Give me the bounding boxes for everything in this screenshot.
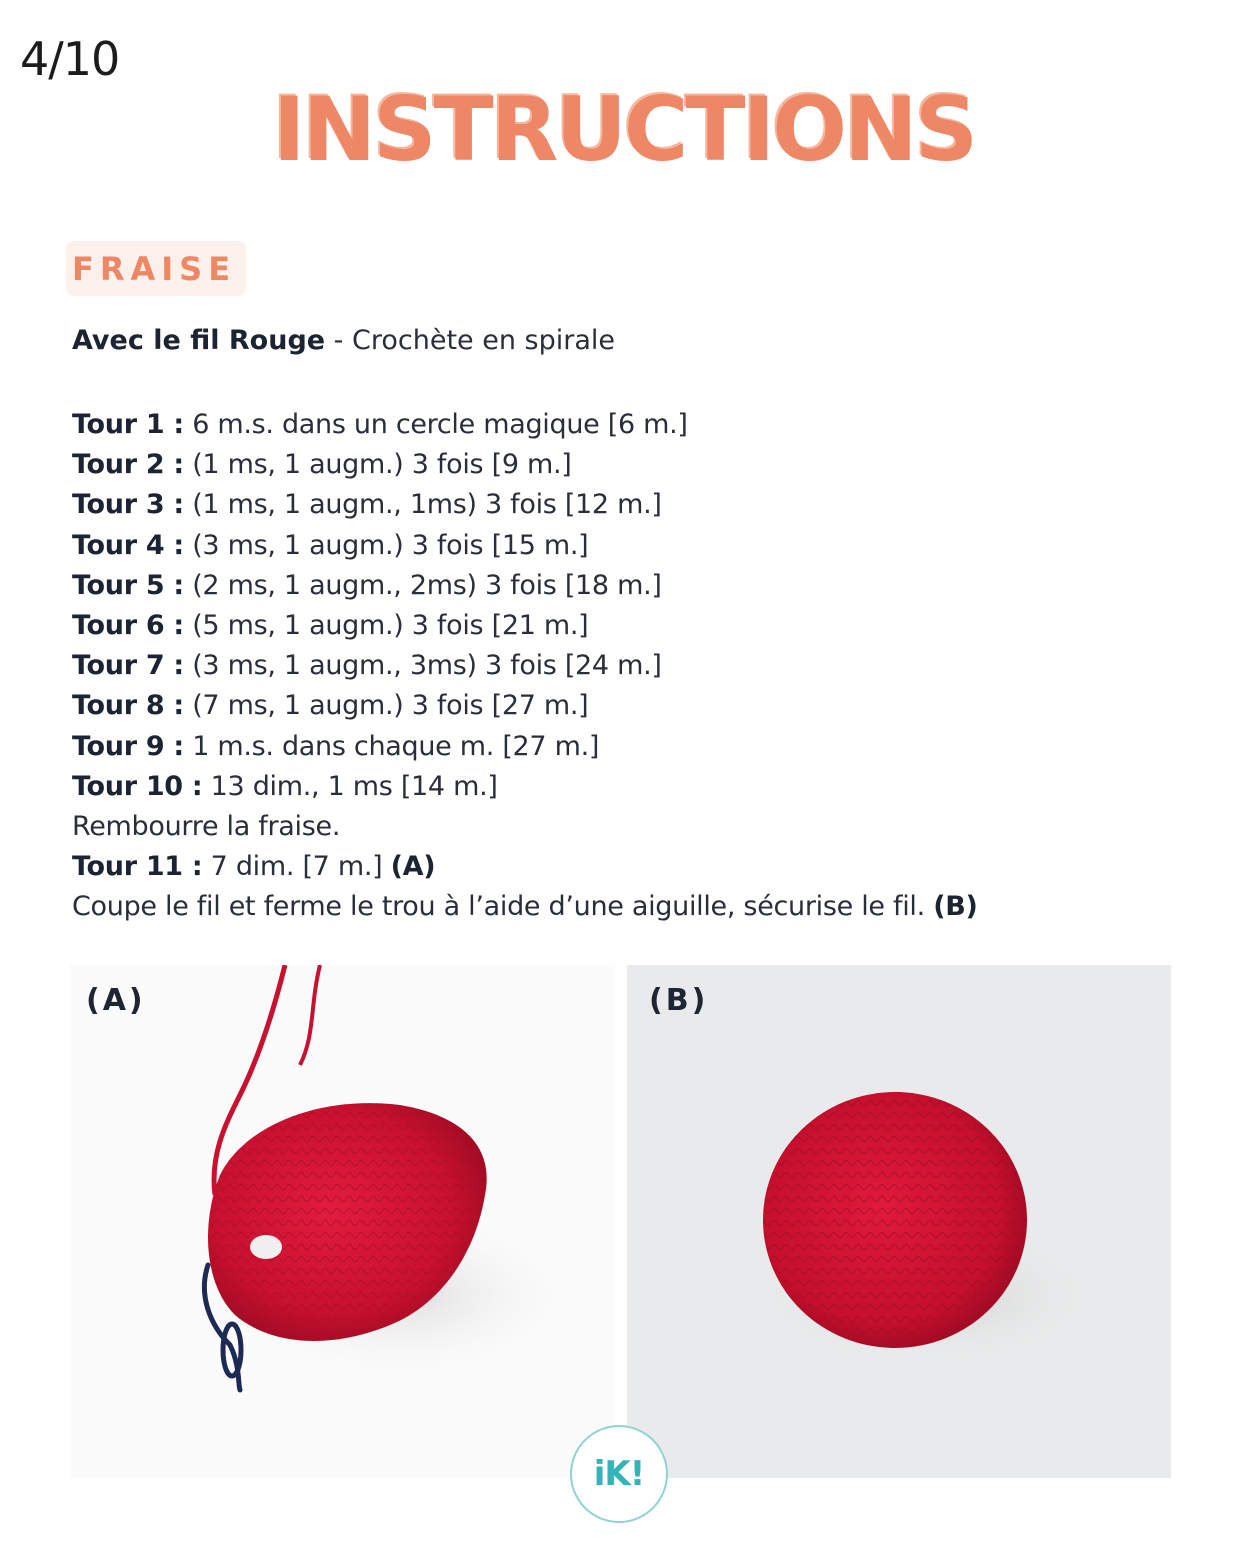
instruction-row: [72, 405, 1192, 445]
row-ref: (A): [390, 851, 436, 883]
row-text: (5 ms, 1 augm.) 3 fois [21 m.]: [183, 609, 589, 641]
row-ref: (B): [933, 891, 978, 923]
instruction-row: [72, 767, 1192, 807]
instruction-row: [72, 807, 1192, 847]
row-text: (2 ms, 1 augm., 2ms) 3 fois [18 m.]: [183, 569, 662, 601]
photo-label-a: (A): [86, 983, 146, 1018]
intro-yarn: Avec le fil Rouge: [72, 325, 326, 356]
page-title-text: INSTRUCTIONS: [272, 78, 976, 181]
row-label: Tour 1 :: [72, 409, 184, 440]
photo-step-b: [627, 965, 1171, 1478]
photo-step-a: [70, 965, 615, 1478]
instruction-rows: [72, 405, 1192, 927]
instruction-row: [72, 727, 1192, 767]
row-text: Rembourre la fraise.: [72, 810, 341, 842]
instruction-row: [72, 566, 1192, 606]
instruction-row: [72, 606, 1192, 646]
row-text: (3 ms, 1 augm.) 3 fois [15 m.]: [183, 529, 589, 561]
row-label: Tour 8 :: [72, 690, 184, 722]
brand-logo: [570, 1425, 668, 1523]
row-text: (3 ms, 1 augm., 3ms) 3 fois [24 m.]: [183, 650, 662, 682]
row-label: Tour 7 :: [72, 650, 184, 682]
instruction-row: [72, 485, 1192, 525]
section-badge: [66, 241, 246, 296]
row-label: Tour 9 :: [72, 730, 184, 762]
instruction-row: [72, 526, 1192, 566]
row-label: Tour 10 :: [72, 770, 203, 802]
instruction-row: [72, 646, 1192, 686]
brand-logo-text: iK!: [593, 1454, 645, 1494]
row-text: (1 ms, 1 augm., 1ms) 3 fois [12 m.]: [183, 489, 662, 521]
row-text: (7 ms, 1 augm.) 3 fois [27 m.]: [183, 690, 589, 722]
page-title: [0, 78, 1242, 181]
row-text: 13 dim., 1 ms [14 m.]: [202, 770, 498, 802]
instruction-row: [72, 847, 1192, 887]
row-text: (1 ms, 1 augm.) 3 fois [9 m.]: [183, 449, 572, 481]
row-label: Tour 3 :: [72, 489, 184, 521]
instruction-row: [72, 445, 1192, 485]
strawberry-closed-image: [627, 965, 1171, 1478]
row-label: Tour 2 :: [72, 449, 184, 481]
row-label: Tour 5 :: [72, 569, 184, 601]
instruction-row: [72, 887, 1192, 927]
row-text: 7 dim. [7 m.]: [202, 851, 391, 883]
row-text: Coupe le fil et ferme le trou à l’aide d’une aiguille, sécurise le fil.: [72, 891, 934, 923]
instruction-row: [72, 686, 1192, 726]
row-label: Tour 4 :: [72, 529, 184, 561]
row-label: Tour 6 :: [72, 609, 184, 641]
row-text: 6 m.s. dans un cercle magique [6 m.]: [183, 409, 688, 440]
strawberry-open-image: [70, 965, 615, 1478]
row-text: 1 m.s. dans chaque m. [27 m.]: [183, 730, 600, 762]
page-counter: 4/10: [20, 32, 120, 86]
section-label: FRAISE: [72, 249, 237, 288]
row-label: Tour 11 :: [72, 851, 203, 883]
photo-label-b: (B): [649, 983, 709, 1018]
intro-method: - Crochète en spirale: [325, 325, 616, 356]
intro-line: [72, 325, 615, 356]
